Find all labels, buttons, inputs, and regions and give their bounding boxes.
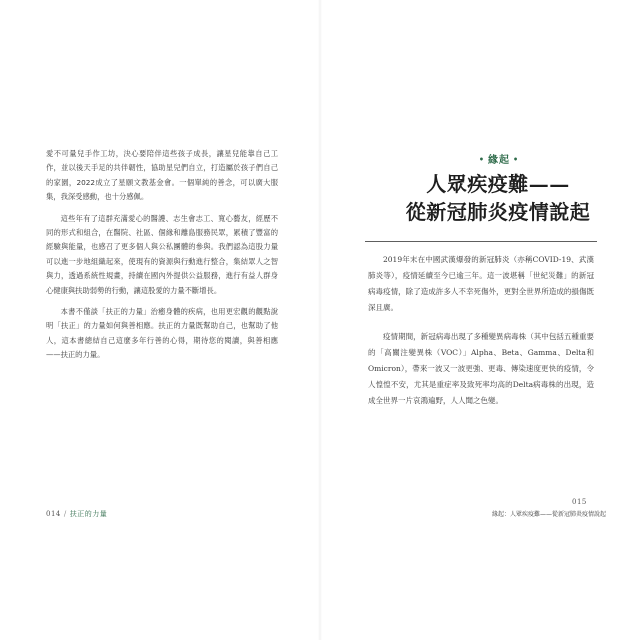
right-paragraph-1: 2019年末在中國武漢爆發的新冠肺炎（亦稱COVID-19、武漢肺炎等），疫情延續至今已逾三年。這一波堪稱「世紀災難」的新冠病毒疫情，除了造成許多人不幸死傷外，更對全世界所造成的損傷既深且廣。 [368, 255, 594, 312]
left-paragraph-2: 這些年有了這群充滿愛心的醫護、志生會志工、寬心藝友，經歷不同的形式和組合，在醫院、社區、個緣和離島服務民眾，累積了豐富的經驗與能量，也感召了更多個人與公私團體的參與。我們認為這股力量可以進一步地組織起來，使現有的資源與行動進行整合，集結眾人之智與力，透過系統性規畫，持續在國內外提供公益服務，進行有益人群身心健康與扶助弱勢的行動，讓這股愛的力量不斷增長。 [46, 213, 278, 295]
chapter-title-line-2: 從新冠肺炎疫情說起 [405, 200, 591, 224]
tag-dot-right: • [513, 154, 520, 164]
right-running-title: 緣起：人眾疾疫難——從新冠肺炎疫情說起 [491, 511, 606, 518]
right-paragraph-2: 疫情期間，新冠病毒出現了多種變異病毒株（其中包括五種重要的「高關注變異株（VOC）」Alpha、Beta、Gamma、Delta和Omicron），帶來一波又一波更強、更毒、傳染速度更快的疫情，令人惶惶不安，尤其是重症率及致死率均高的Delta病毒株的出現，造成全世界一片哀鴻遍野，人人聞之色變。 [368, 332, 594, 405]
chapter-tag [469, 151, 529, 166]
folio-separator: / [63, 510, 67, 518]
right-body-text [368, 252, 594, 422]
chapter-title [360, 170, 636, 226]
title-divider [365, 241, 597, 242]
left-folio [46, 509, 107, 519]
tag-dot-left: • [478, 154, 485, 164]
chapter-title-line-1: 人眾疾疫難—— [426, 172, 570, 196]
chapter-tag-label: 緣起 [488, 155, 510, 166]
left-page-number: 014 [46, 510, 61, 518]
right-page-number: 015 [572, 498, 587, 506]
left-paragraph-3: 本書不僅談「扶正的力量」治癒身體的疾病，也用更宏觀的觀點說明「扶正」的力量如何與善相應。扶正的力量既幫助自己，也幫助了他人，這本書總結自己這麼多年行善的心得，期待您的閱讀，與善相應——扶正的力量。 [46, 307, 278, 360]
left-body-text [46, 147, 278, 370]
left-paragraph-1: 愛不可量兒手作工坊，決心要陪伴這些孩子成長，讓星兒能靠自己工作，並以後天手足的共伴韌性，協助星兒們自立，打造屬於孩子們自己的家園，2022成立了星願文教基金會。一個單純的善念，可以廣大服集，我深受感動，也十分感佩。 [46, 149, 278, 202]
left-running-title: 扶正的力量 [69, 510, 108, 518]
